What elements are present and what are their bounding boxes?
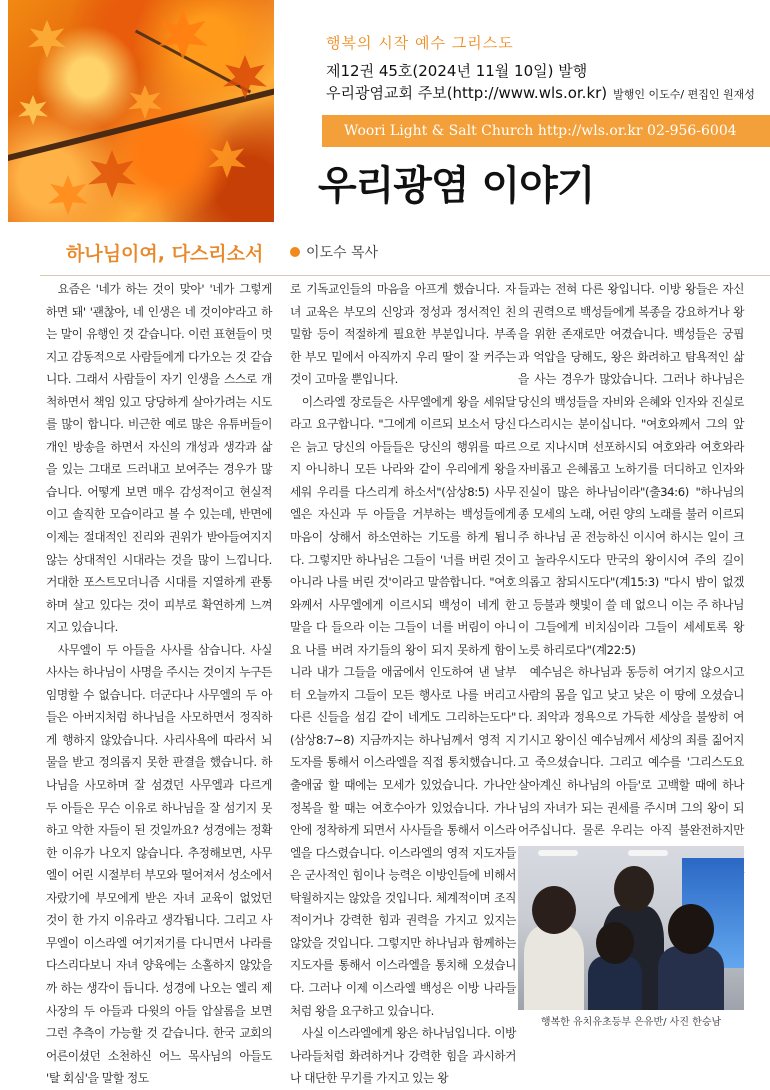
ceiling-light-shape — [628, 850, 668, 856]
leaf-shape — [18, 95, 48, 125]
publisher-editor: 발행인 이도수/ 편집인 원재성 — [613, 88, 755, 101]
autumn-leaves-photo — [8, 0, 274, 222]
divider — [40, 275, 770, 276]
ceiling-light-shape — [538, 850, 578, 856]
leaf-shape — [208, 140, 246, 178]
child-head — [596, 922, 634, 964]
newsletter-title: 우리광염 이야기 — [318, 163, 595, 209]
leaf-shape — [158, 10, 208, 60]
child-figure — [524, 926, 584, 1010]
slogan: 행복의 시작 예수 그리스도 — [326, 34, 514, 52]
article-title: 하나님이여, 다스리소서 — [66, 243, 264, 265]
leaf-shape — [28, 20, 66, 58]
child-figure — [588, 956, 642, 1010]
paragraph: 이스라엘 장로들은 사무엘에게 왕을 세워달라고 요구합니다. "그에게 이르되 보소서 당신은 늙고 당신의 아들들은 당신의 행위를 따르지 아니하니 모든 나라와 같이 우리에게 왕을 세워 우리를 다스리게 하소서"(삼상8:5) 사무엘은 자신과 두 아들을 거부하는 백성들에게 마음이 상해서 하소연하는 기도를 하게 됩니다. 그렇지만 하나님은 그들이 '너를 버린 것이 아니라 나를 버린 것'이라고 말씀합니다. "여호와께서 사무엘에게 이르시되 백성이 네게 한 말을 다 들으라 이는 그들이 너를 버림이 아니요 나를 버려 자기들의 왕이 되지 못하게 함이니라 내가 그들을 애굽에서 인도하여 낸 날부터 오늘까지 그들이 모든 행사로 나를 버리고 다른 신들을 섬김 같이 네게도 그리하는도다"(삼상8:7~8) 지금까지는 하나님께서 영적 지도자를 통해서 이스라엘을 직접 통치했습니다. 출애굽 할 때에는 모세가 있었습니다. 가나안 정복을 할 때는 여호수아가 있었습니다. 가나안에 정착하게 되면서 사사들을 통해서 이스라엘을 다스렸습니다. 이스라엘의 영적 지도자들은 군사적인 힘이나 능력은 이방인들에 비해서 탁월하지는 않았을 것입니다. 체계적이며 조직적이거나 강력한 힘과 권력을 가지고 있지는 않았을 것입니다. 그렇지만 하나님과 함께하는 지도자를 통해서 이스라엘을 통치해 오셨습니다. 그러나 이제 이스라엘 백성은 이방 나라들처럼 왕을 요구하고 있습니다. — [290, 394, 516, 1018]
paragraph: 요즘은 '네가 하는 것이 맞아' '네가 그렇게 하면 돼' '괜찮아, 네 인생은 네 것이야'라고 하는 말이 유행인 것 같습니다. 이런 표현들이 멋지고 감동적으로 사람들에게 다가오는 것 같습니다. 그래서 사람들이 자기 인생을 스스로 개척하면서 책임 있고 당당하게 살아가려는 시도를 많이 합니다. 비근한 예로 많은 유튜버들이 개인 방송을 하면서 자신의 개성과 생각과 삶을 있는 그대로 드러내고 보여주는 경우가 많습니다. 어떻게 보면 매우 감성적이고 현실적이고 솔직한 모습이라고 볼 수 있는데, 반면에 이제는 절대적인 진리와 권위가 받아들여지지 않는 상대적인 시대라는 것을 많이 느낍니다. 거대한 포스트모더니즘 시대를 지열하게 관통하며 살고 있다는 것이 피부로 확연하게 느껴지고 있습니다. — [46, 282, 272, 635]
child-head — [532, 886, 576, 934]
bullet-dot-icon — [290, 247, 300, 257]
publisher-row — [326, 82, 755, 103]
article-column-3 — [518, 278, 744, 909]
paragraph: 로 기독교인들의 마음을 아프게 했습니다. 자녀 교육은 부모의 신앙과 정성과 정서적인 친밀함 등이 적절하게 필요한 부분입니다. 부족한 부모 밑에서 아직까지 우리 딸이 잘 커주는 것이 고마울 뿐입니다. — [290, 282, 516, 387]
children-photo — [518, 846, 744, 1010]
paragraph: 들과는 전혀 다른 왕입니다. 이방 왕들은 자신의 권력으로 백성들에게 복종을 강요하거나 왕을 위한 존재로만 여겼습니다. 백성들은 궁핍과 억압을 당해도, 왕은 화려하고 탐욕적인 삶을 사는 경우가 많았습니다. 그러나 하나님은 당신의 백성들을 자비와 은혜와 인자와 진실로 다스리시는 분이십니다. "여호와께서 그의 앞으로 지나시며 선포하시되 여호와라 여호와라 자비롭고 은혜롭고 노하기를 더디하고 인자와 진실이 많은 하나님이라"(출34:6) "하나님의 종 모세의 노래, 어린 양의 노래를 불러 이르되 주 하나님 곧 전능하신 이시여 하시는 일이 크고 놀라우시도다 만국의 왕이시여 주의 길이 의롭고 참되시도다"(계15:3) "다시 밤이 없겠고 등불과 햇빛이 쓸 데 없으니 이는 주 하나님이 그들에게 비치심이라 그들이 세세토록 왕 노릇 하리로다"(계22:5) — [518, 282, 744, 657]
paragraph: 사실 이스라엘에게 왕은 하나님입니다. 이방 나라들처럼 화려하거나 강력한 힘을 과시하거나 대단한 무기를 가지고 있는 왕 — [290, 1026, 516, 1086]
photo-caption: 행복한 유치유초등부 은유반/ 사진 한승남 — [540, 1017, 722, 1028]
issue-info: 제12권 45호(2024년 11월 10일) 발행 — [326, 62, 588, 80]
article-column-1 — [46, 278, 272, 1090]
church-url: 우리광염교회 주보(http://www.wls.or.kr) — [326, 84, 608, 102]
paragraph: 사무엘이 두 아들을 사사를 삼습니다. 사실 사사는 하나님이 사명을 주시는 것이지 누구든 임명할 수 없습니다. 더군다나 사무엘의 두 아들은 아버지처럼 하나님을 사모하면서 정직하게 행하지 않았습니다. 사리사욕에 따라서 뇌물을 받고 정의롭지 못한 판결을 했습니다. 하나님을 사모하며 잘 섬겼던 사무엘과 다르게 두 아들은 무슨 이유로 하나님을 잘 섬기지 못하고 악한 자들이 된 것일까요? 성경에는 정확한 이유가 나오지 않습니다. 추정해보면, 사무엘이 어린 시절부터 부모와 떨어져서 성소에서 자랐기에 부모에게 받은 자녀 교육이 없었던 것이 한 가지 이유라고 생각됩니다. 그리고 사무엘이 이스라엘 여기저기를 다니면서 나라를 다스리다보니 자녀 양육에는 소홀하지 않았을까 하는 생각이 듭니다. 성경에 나오는 엘리 제사장의 두 아들과 다윗의 아들 압살롬을 보면 그런 추측이 가능할 것 같습니다. 한국 교회의 어른이셨던 소천하신 어느 목사님의 아들도 '탈 회심'을 말할 정도 — [46, 642, 272, 1086]
article-author: 이도수 목사 — [306, 245, 379, 261]
article-column-2 — [290, 278, 516, 1090]
teacher-head — [614, 866, 654, 912]
leaf-shape — [48, 175, 88, 215]
leaf-shape — [88, 150, 136, 198]
child-head — [668, 904, 714, 954]
child-figure — [658, 946, 724, 1010]
church-contact-bar: Woori Light & Salt Church http://wls.or.kr 02-956-6004 — [322, 115, 770, 147]
paragraph: 예수님은 하나님과 동등히 여기지 않으시고 사람의 몸을 입고 낮고 낮은 이 땅에 오셨습니다. 죄악과 정욕으로 가득한 세상을 불쌍히 여기시고 왕이신 예수님께서 세상의 죄를 짊어지고 죽으셨습니다. 그리고 예수를 '그리스도요 살아계신 하나님의 아들'로 고백할 때에 하나님의 자녀가 되는 권세를 주시며 그의 왕이 되어주십니다. 물론 우리는 아직 불완전하지만 — [518, 665, 744, 838]
leaf-shape — [128, 85, 162, 119]
